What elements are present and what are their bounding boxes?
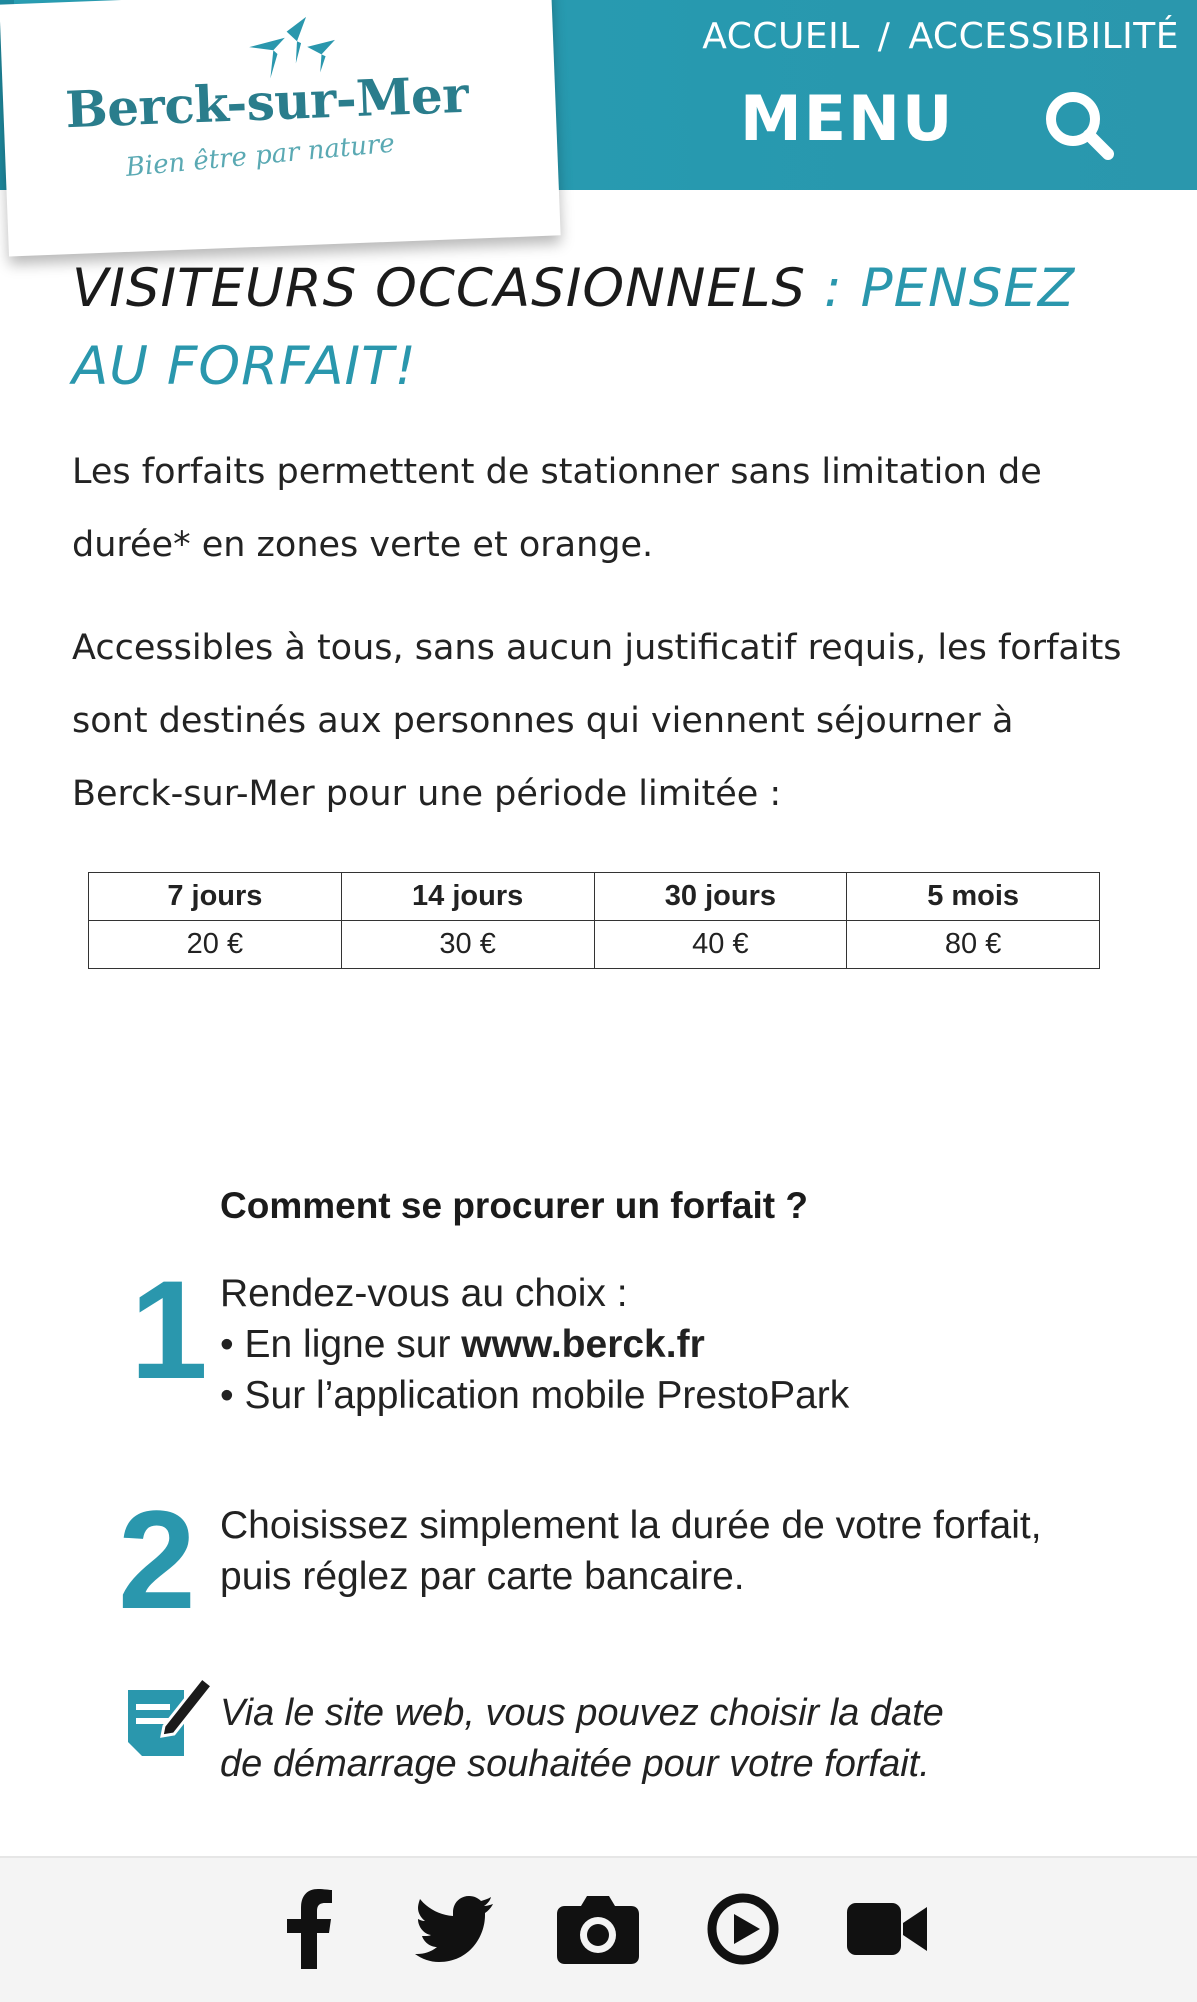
table-header: 14 jours	[341, 873, 594, 921]
table-cell: 40 €	[594, 921, 847, 969]
facebook-button[interactable]	[266, 1886, 352, 1972]
top-links	[702, 8, 1179, 64]
search-icon	[1040, 86, 1120, 166]
accueil-link[interactable]: ACCUEIL	[702, 15, 860, 57]
note-line-1: Via le site web, vous pouvez choisir la date	[220, 1692, 944, 1734]
step-1-line-1: Rendez-vous au choix :	[220, 1272, 628, 1315]
video-button[interactable]	[845, 1886, 931, 1972]
page-title-part2: : PENSEZ AU FORFAIT!	[72, 258, 1076, 397]
table-row	[89, 921, 1100, 969]
logo-tagline: Bien être par nature	[124, 128, 396, 183]
howto-infographic	[0, 1170, 1197, 1850]
page-title	[72, 250, 1132, 406]
video-camera-icon	[847, 1899, 929, 1959]
camera-icon	[555, 1892, 641, 1966]
site-logo[interactable]	[0, 0, 561, 257]
step-1-line-2	[220, 1319, 849, 1370]
table-header: 5 mois	[847, 873, 1100, 921]
table-header: 7 jours	[89, 873, 342, 921]
conditions-paragraph: Accessibles à tous, sans aucun justificatif requis, les forfaits sont destinés aux personnes qui viennent séjourner à Berck-sur-Mer pour une période limitée :	[72, 628, 1122, 814]
price-table	[88, 872, 1100, 969]
step-2-line-1: Choisissez simplement la durée de votre forfait,	[220, 1504, 1042, 1547]
note-text	[220, 1688, 944, 1790]
step-1-online-prefix: • En ligne sur	[220, 1323, 462, 1366]
logo-name: Berck-sur-Mer	[64, 64, 470, 140]
berck-website-link[interactable]: www.berck.fr	[461, 1323, 705, 1366]
search-button[interactable]	[1040, 86, 1120, 166]
note-line-2: de démarrage souhaitée pour votre forfait.	[220, 1743, 930, 1785]
twitter-button[interactable]	[412, 1886, 498, 1972]
table-header: 30 jours	[594, 873, 847, 921]
step-1-line-3: • Sur l’application mobile PrestoPark	[220, 1374, 850, 1417]
facebook-icon	[281, 1889, 337, 1969]
table-cell: 30 €	[341, 921, 594, 969]
table-cell: 20 €	[89, 921, 342, 969]
menu-button[interactable]: MENU	[740, 82, 955, 155]
top-links-separator: /	[877, 15, 891, 57]
instagram-button[interactable]	[555, 1886, 641, 1972]
step-1-text	[220, 1268, 849, 1421]
play-icon	[706, 1892, 780, 1966]
accessibilite-link[interactable]: ACCESSIBILITÉ	[908, 15, 1179, 57]
step-2-number: 2	[118, 1481, 196, 1638]
howto-title: Comment se procurer un forfait ?	[220, 1185, 808, 1226]
price-table-header-row	[89, 873, 1100, 921]
youtube-button[interactable]	[700, 1886, 786, 1972]
step-2-line-2: puis réglez par carte bancaire.	[220, 1555, 745, 1598]
intro-paragraph: Les forfaits permettent de stationner sans limitation de durée* en zones verte et orange.	[72, 452, 1042, 565]
step-1-number: 1	[130, 1251, 208, 1408]
twitter-icon	[415, 1896, 495, 1962]
social-footer	[0, 1856, 1197, 2002]
note-pencil-icon	[124, 1670, 214, 1760]
step-2-text	[220, 1500, 1042, 1602]
page-title-part1: VISITEURS OCCASIONNELS	[72, 258, 807, 319]
table-cell: 80 €	[847, 921, 1100, 969]
